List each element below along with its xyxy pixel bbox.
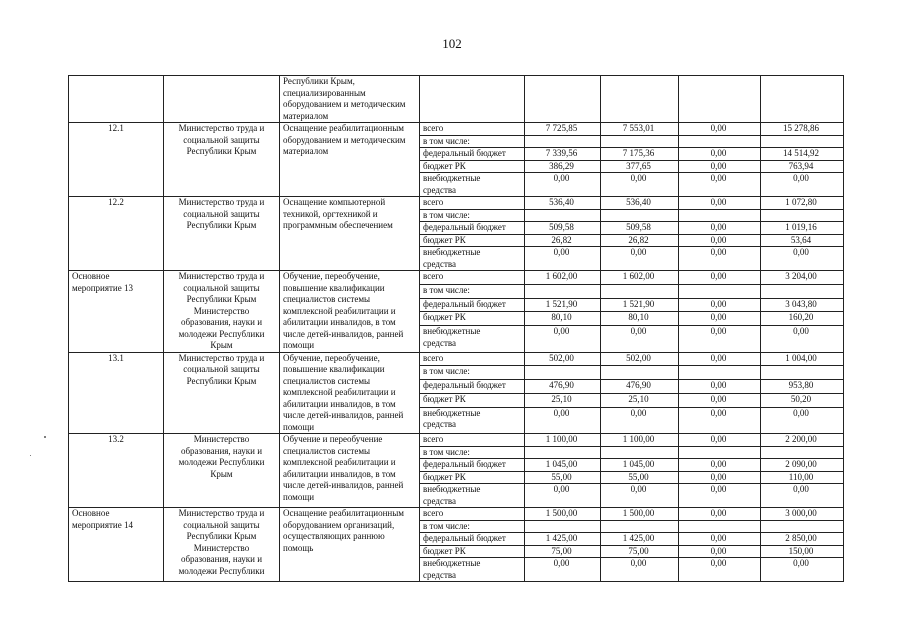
cell-value	[679, 520, 761, 533]
cell-executor	[164, 76, 280, 123]
cell-value	[761, 76, 844, 123]
cell-value: 0,00	[761, 173, 844, 197]
cell-value: 386,29	[525, 160, 601, 173]
cell-source: бюджет РК	[420, 471, 525, 484]
cell-value: 1 521,90	[525, 298, 601, 312]
cell-value: 0,00	[525, 484, 601, 508]
cell-source: в том числе:	[420, 366, 525, 380]
cell-id	[69, 76, 164, 123]
cell-value: 1 072,80	[761, 197, 844, 210]
cell-value	[679, 366, 761, 380]
cell-value: 0,00	[761, 484, 844, 508]
cell-value: 509,58	[525, 222, 601, 235]
cell-value	[761, 446, 844, 459]
cell-value: 0,00	[679, 380, 761, 394]
cell-value: 0,00	[601, 407, 679, 433]
cell-source: в том числе:	[420, 520, 525, 533]
cell-executor: Министерство труда и социальной защиты Республики Крым	[164, 123, 280, 197]
cell-value: 1 045,00	[525, 459, 601, 472]
cell-source: в том числе:	[420, 446, 525, 459]
cell-value: 0,00	[679, 393, 761, 407]
cell-value	[601, 76, 679, 123]
cell-source: федеральный бюджет	[420, 298, 525, 312]
cell-value: 0,00	[761, 247, 844, 271]
cell-source: всего	[420, 271, 525, 285]
cell-value: 26,82	[601, 234, 679, 247]
cell-value	[761, 520, 844, 533]
cell-source: всего	[420, 434, 525, 447]
cell-id: Основное мероприятие 14	[69, 508, 164, 582]
cell-value: 0,00	[601, 484, 679, 508]
cell-measure-name: Оснащение компьютерной техникой, оргтехникой и программным обеспечением	[280, 197, 420, 271]
cell-value: 1 602,00	[601, 271, 679, 285]
cell-value: 14 514,92	[761, 148, 844, 161]
cell-value	[525, 366, 601, 380]
cell-value: 1 425,00	[525, 533, 601, 546]
cell-measure-name: Обучение и переобучение специалистов системы комплексной реабилитации и абилитации инвалидов, в том числе детей-инвалидов, ранней помощи	[280, 434, 420, 508]
cell-source: бюджет РК	[420, 393, 525, 407]
cell-value: 15 278,86	[761, 123, 844, 136]
cell-value: 1 425,00	[601, 533, 679, 546]
cell-value: 502,00	[525, 352, 601, 366]
cell-value: 0,00	[679, 160, 761, 173]
cell-value: 55,00	[601, 471, 679, 484]
cell-value: 1 045,00	[601, 459, 679, 472]
cell-value: 1 500,00	[525, 508, 601, 521]
cell-value: 0,00	[525, 326, 601, 352]
cell-executor: Министерство труда и социальной защиты Республики Крым	[164, 197, 280, 271]
cell-value: 0,00	[679, 197, 761, 210]
cell-value: 53,64	[761, 234, 844, 247]
cell-source	[420, 76, 525, 123]
cell-measure-name: Обучение, переобучение, повышение квалификации специалистов системы комплексной реабилитации и абилитации инвалидов, в том числе детей-инвалидов, ранней помощи	[280, 271, 420, 353]
cell-value: 75,00	[601, 545, 679, 558]
cell-value: 1 100,00	[525, 434, 601, 447]
cell-value: 536,40	[601, 197, 679, 210]
cell-value: 7 553,01	[601, 123, 679, 136]
cell-value: 0,00	[679, 471, 761, 484]
cell-value	[761, 284, 844, 298]
cell-value: 0,00	[679, 173, 761, 197]
cell-measure-name: Обучение, переобучение, повышение квалификации специалистов системы комплексной реабилитации и абилитации инвалидов, в том числе детей-инвалидов, ранней помощи	[280, 352, 420, 434]
cell-value: 0,00	[761, 558, 844, 582]
cell-value	[601, 135, 679, 148]
cell-value: 0,00	[601, 558, 679, 582]
table-body	[69, 76, 844, 582]
cell-value	[761, 209, 844, 222]
cell-value: 1 602,00	[525, 271, 601, 285]
cell-value	[601, 520, 679, 533]
cell-executor: Министерство труда и социальной защиты Республики Крым Министерство образования, науки и молодежи Республики Крым	[164, 271, 280, 353]
table-row	[69, 123, 844, 136]
cell-source: всего	[420, 508, 525, 521]
cell-value: 80,10	[601, 312, 679, 326]
cell-value: 0,00	[601, 173, 679, 197]
cell-source: внебюджетные средства	[420, 173, 525, 197]
cell-value: 0,00	[525, 407, 601, 433]
cell-value	[679, 446, 761, 459]
cell-measure-name: Республики Крым, специализированным оборудованием и методическим материалом	[280, 76, 420, 123]
cell-value: 0,00	[601, 247, 679, 271]
cell-value: 953,80	[761, 380, 844, 394]
cell-value: 509,58	[601, 222, 679, 235]
cell-value: 502,00	[601, 352, 679, 366]
table-row	[69, 197, 844, 210]
cell-value	[525, 520, 601, 533]
cell-source: федеральный бюджет	[420, 148, 525, 161]
cell-value: 0,00	[679, 312, 761, 326]
cell-value: 0,00	[761, 407, 844, 433]
scan-speck	[44, 436, 46, 438]
cell-value	[601, 366, 679, 380]
cell-id: Основное мероприятие 13	[69, 271, 164, 353]
cell-value: 0,00	[679, 533, 761, 546]
cell-value: 2 090,00	[761, 459, 844, 472]
cell-value: 0,00	[679, 484, 761, 508]
cell-id: 12.1	[69, 123, 164, 197]
cell-source: бюджет РК	[420, 545, 525, 558]
cell-value: 0,00	[679, 123, 761, 136]
scan-speck	[30, 455, 31, 456]
cell-source: внебюджетные средства	[420, 407, 525, 433]
cell-value: 1 521,90	[601, 298, 679, 312]
budget-table	[68, 75, 844, 582]
cell-value: 7 339,56	[525, 148, 601, 161]
cell-value: 1 100,00	[601, 434, 679, 447]
cell-value	[679, 284, 761, 298]
table-row	[69, 508, 844, 521]
cell-value: 0,00	[601, 326, 679, 352]
cell-value: 160,20	[761, 312, 844, 326]
table-row-intro	[69, 76, 844, 123]
cell-value: 0,00	[679, 298, 761, 312]
cell-source: федеральный бюджет	[420, 222, 525, 235]
cell-value: 75,00	[525, 545, 601, 558]
cell-source: бюджет РК	[420, 234, 525, 247]
cell-value: 0,00	[525, 173, 601, 197]
cell-value: 0,00	[679, 407, 761, 433]
cell-value	[525, 209, 601, 222]
cell-value: 110,00	[761, 471, 844, 484]
cell-value: 0,00	[679, 247, 761, 271]
page-number: 102	[442, 36, 462, 51]
cell-value: 26,82	[525, 234, 601, 247]
cell-executor: Министерство труда и социальной защиты Республики Крым Министерство образования, науки и молодежи Республики	[164, 508, 280, 582]
cell-measure-name: Оснащение реабилитационным оборудованием организаций, осуществляющих раннюю помощь	[280, 508, 420, 582]
cell-value: 0,00	[679, 459, 761, 472]
cell-value: 0,00	[679, 508, 761, 521]
cell-value: 150,00	[761, 545, 844, 558]
cell-value: 7 175,36	[601, 148, 679, 161]
cell-value: 80,10	[525, 312, 601, 326]
cell-value	[679, 209, 761, 222]
cell-value: 0,00	[679, 545, 761, 558]
cell-source: в том числе:	[420, 135, 525, 148]
cell-value: 0,00	[679, 352, 761, 366]
cell-source: бюджет РК	[420, 312, 525, 326]
table-row	[69, 352, 844, 366]
cell-source: бюджет РК	[420, 160, 525, 173]
cell-value	[525, 135, 601, 148]
cell-source: федеральный бюджет	[420, 533, 525, 546]
cell-value: 3 043,80	[761, 298, 844, 312]
cell-value: 0,00	[525, 247, 601, 271]
cell-value: 25,10	[525, 393, 601, 407]
cell-value: 0,00	[761, 326, 844, 352]
cell-value	[761, 135, 844, 148]
cell-value: 3 000,00	[761, 508, 844, 521]
cell-value: 2 850,00	[761, 533, 844, 546]
cell-value: 0,00	[679, 434, 761, 447]
cell-value: 763,94	[761, 160, 844, 173]
cell-value	[601, 209, 679, 222]
cell-executor: Министерство труда и социальной защиты Республики Крым	[164, 352, 280, 434]
cell-source: федеральный бюджет	[420, 459, 525, 472]
cell-value: 1 500,00	[601, 508, 679, 521]
cell-source: в том числе:	[420, 209, 525, 222]
cell-value: 25,10	[601, 393, 679, 407]
cell-value: 0,00	[679, 222, 761, 235]
cell-value	[525, 76, 601, 123]
cell-source: внебюджетные средства	[420, 326, 525, 352]
cell-source: внебюджетные средства	[420, 247, 525, 271]
cell-value: 0,00	[679, 271, 761, 285]
cell-source: всего	[420, 197, 525, 210]
cell-value	[679, 135, 761, 148]
cell-value: 536,40	[525, 197, 601, 210]
cell-id: 13.1	[69, 352, 164, 434]
cell-executor: Министерство образования, науки и молодежи Республики Крым	[164, 434, 280, 508]
table-row	[69, 434, 844, 447]
cell-source: всего	[420, 352, 525, 366]
cell-value	[761, 366, 844, 380]
cell-value: 0,00	[679, 234, 761, 247]
cell-source: внебюджетные средства	[420, 484, 525, 508]
cell-value: 0,00	[679, 326, 761, 352]
cell-source: всего	[420, 123, 525, 136]
cell-value: 7 725,85	[525, 123, 601, 136]
cell-value	[601, 284, 679, 298]
cell-source: в том числе:	[420, 284, 525, 298]
cell-value	[525, 446, 601, 459]
cell-value	[679, 76, 761, 123]
cell-value	[525, 284, 601, 298]
cell-id: 13.2	[69, 434, 164, 508]
cell-source: внебюджетные средства	[420, 558, 525, 582]
cell-value: 55,00	[525, 471, 601, 484]
cell-value	[601, 446, 679, 459]
cell-value: 377,65	[601, 160, 679, 173]
cell-value: 2 200,00	[761, 434, 844, 447]
cell-value: 476,90	[601, 380, 679, 394]
cell-value: 0,00	[525, 558, 601, 582]
cell-source: федеральный бюджет	[420, 380, 525, 394]
cell-value: 1 019,16	[761, 222, 844, 235]
cell-id: 12.2	[69, 197, 164, 271]
cell-value: 0,00	[679, 558, 761, 582]
cell-measure-name: Оснащение реабилитационным оборудованием и методическим материалом	[280, 123, 420, 197]
cell-value: 3 204,00	[761, 271, 844, 285]
cell-value: 0,00	[679, 148, 761, 161]
table-row	[69, 271, 844, 285]
cell-value: 476,90	[525, 380, 601, 394]
cell-value: 1 004,00	[761, 352, 844, 366]
cell-value: 50,20	[761, 393, 844, 407]
